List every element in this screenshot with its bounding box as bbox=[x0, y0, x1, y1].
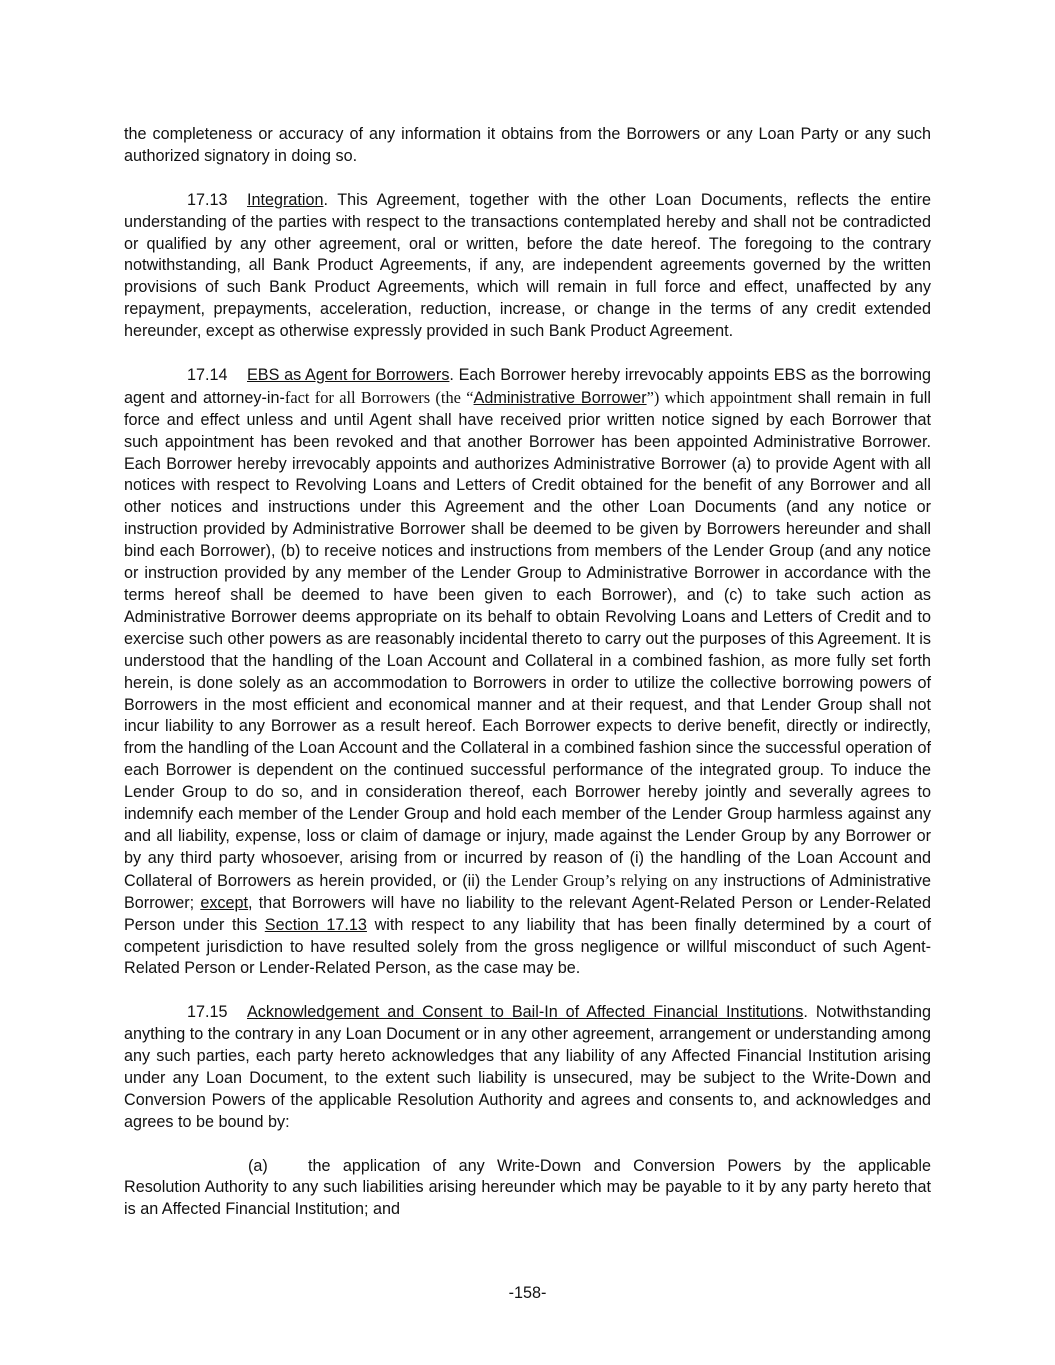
section-17-13 bbox=[124, 190, 931, 343]
section-17-15 bbox=[124, 1002, 931, 1133]
page-number: -158- bbox=[508, 1284, 547, 1302]
section-heading: EBS as Agent for Borrowers bbox=[247, 365, 450, 384]
subsection-a bbox=[124, 1156, 931, 1222]
section-number: 17.13 bbox=[187, 190, 228, 209]
subsection-text: the application of any Write-Down and Conversion Powers by the applicable Resolution Authority to any such liabilities arising hereunder which may be payable to it by any party hereto that is an Affected Financial Institution; and bbox=[124, 1156, 931, 1219]
section-text: . Notwithstanding anything to the contrary in any Loan Document or in any other agreement, arrangement or understanding among any such parties, each party hereto acknowledges that any liability of any Affected Financial Institution arising under any Loan Document, to the extent such liability is unsecured, may be subject to the Write-Down and Conversion Powers of the applicable Resolution Authority and agrees and consents to, and acknowledges and agrees to be bound by: bbox=[124, 1003, 931, 1131]
section-number: 17.15 bbox=[187, 1003, 228, 1022]
section-heading: Integration bbox=[247, 190, 324, 209]
section-text-serif: fact for all Borrowers (the “ bbox=[284, 387, 474, 407]
section-text: with respect to any liability that has been finally determined by a court of competent jurisdiction to have resulted solely from the gross negligence or willful misconduct of such Agent-Related Person or Lender-Related Person, as the case may be. bbox=[124, 915, 931, 978]
section-text: instructions of Administrative Borrower; bbox=[124, 871, 931, 912]
section-text: . This Agreement, together with the other Loan Documents, reflects the entire understanding of the parties with respect to the transactions contemplated hereby and shall not be contradicted or qualified by any other agreement, oral or written, before the date hereof. The foregoing to the contrary notwithstanding, all Bank Product Agreements, if any, are independent agreements governed by the written provisions of such Bank Product Agreements, which will remain in full force and effect, unaffected by any repayment, prepayments, acceleration, reduction, increase, or change in the terms of any credit extended hereunder, except as otherwise expressly provided in such Bank Product Agreement. bbox=[124, 190, 931, 341]
subsection-label: (a) bbox=[248, 1156, 268, 1175]
defined-term: Administrative Borrower bbox=[473, 388, 647, 407]
paragraph-continuation: the completeness or accuracy of any information it obtains from the Borrowers or any Loan Party or any such authorized signatory in doing so. bbox=[124, 125, 931, 165]
section-reference: Section 17.13 bbox=[264, 915, 367, 934]
section-text: . Each Borrower hereby irrevocably appoints EBS as the borrowing agent and attorney-in- bbox=[124, 365, 931, 407]
section-17-14 bbox=[124, 365, 931, 980]
section-number: 17.14 bbox=[187, 365, 228, 384]
section-text: , that Borrowers will have no liability to the relevant Agent-Related Person or Lender-Related Person under this bbox=[124, 893, 931, 934]
except-term: except bbox=[200, 893, 249, 912]
section-text-serif: ”) which appointment bbox=[646, 387, 792, 407]
document-page bbox=[124, 124, 931, 1243]
section-text-serif: the Lender Group’s relying on any bbox=[485, 870, 718, 890]
section-text: shall remain in full force and effect unless and until Agent shall have received prior written notice signed by each Borrower that such appointment has been revoked and that another Borrower has been appointed Administrative Borrower. Each Borrower hereby irrevocably appoints and authorizes Administrative Borrower (a) to provide Agent with all notices with respect to Revolving Loans and Letters of Credit obtained for the benefit of any Borrower and all other notices and instructions under this Agreement and the other Loan Documents (and any notice or instruction provided by Administrative Borrower shall be deemed to be given by Borrowers hereunder and shall bind each Borrower), (b) to receive notices and instructions from members of the Lender Group (and any notice or instruction provided by any member of the Lender Group to Administrative Borrower in accordance with the terms hereof shall be deemed to have been given to each Borrower), and (c) to take such action as Administrative Borrower deems appropriate on its behalf to obtain Revolving Loans and Letters of Credit and to exercise such other powers as are reasonably incidental thereto to carry out the purposes of this Agreement. It is understood that the handling of the Loan Account and Collateral in a combined fashion, as more fully set forth herein, is done solely as an accommodation to Borrowers in order to utilize the collective borrowing powers of Borrowers in the most efficient and economical manner and at their request, and that Lender Group shall not incur liability to any Borrower as a result hereof. Each Borrower expects to derive benefit, directly or indirectly, from the handling of the Loan Account and the Collateral in a combined fashion since the successful operation of each Borrower is dependent on the continued successful performance of the integrated group. To induce the Lender Group to do so, and in consideration thereof, each Borrower hereby jointly and severally agrees to indemnify each member of the Lender Group and hold each member of the Lender Group harmless against any and all liability, expense, loss or claim of damage or injury, made against the Lender Group by any Borrower or by any third party whosoever, arising from or incurred by reason of (i) the handling of the Loan Account and Collateral of Borrowers as herein provided, or (ii) bbox=[124, 388, 931, 890]
section-heading: Acknowledgement and Consent to Bail-In of Affected Financial Institutions bbox=[247, 1003, 804, 1022]
